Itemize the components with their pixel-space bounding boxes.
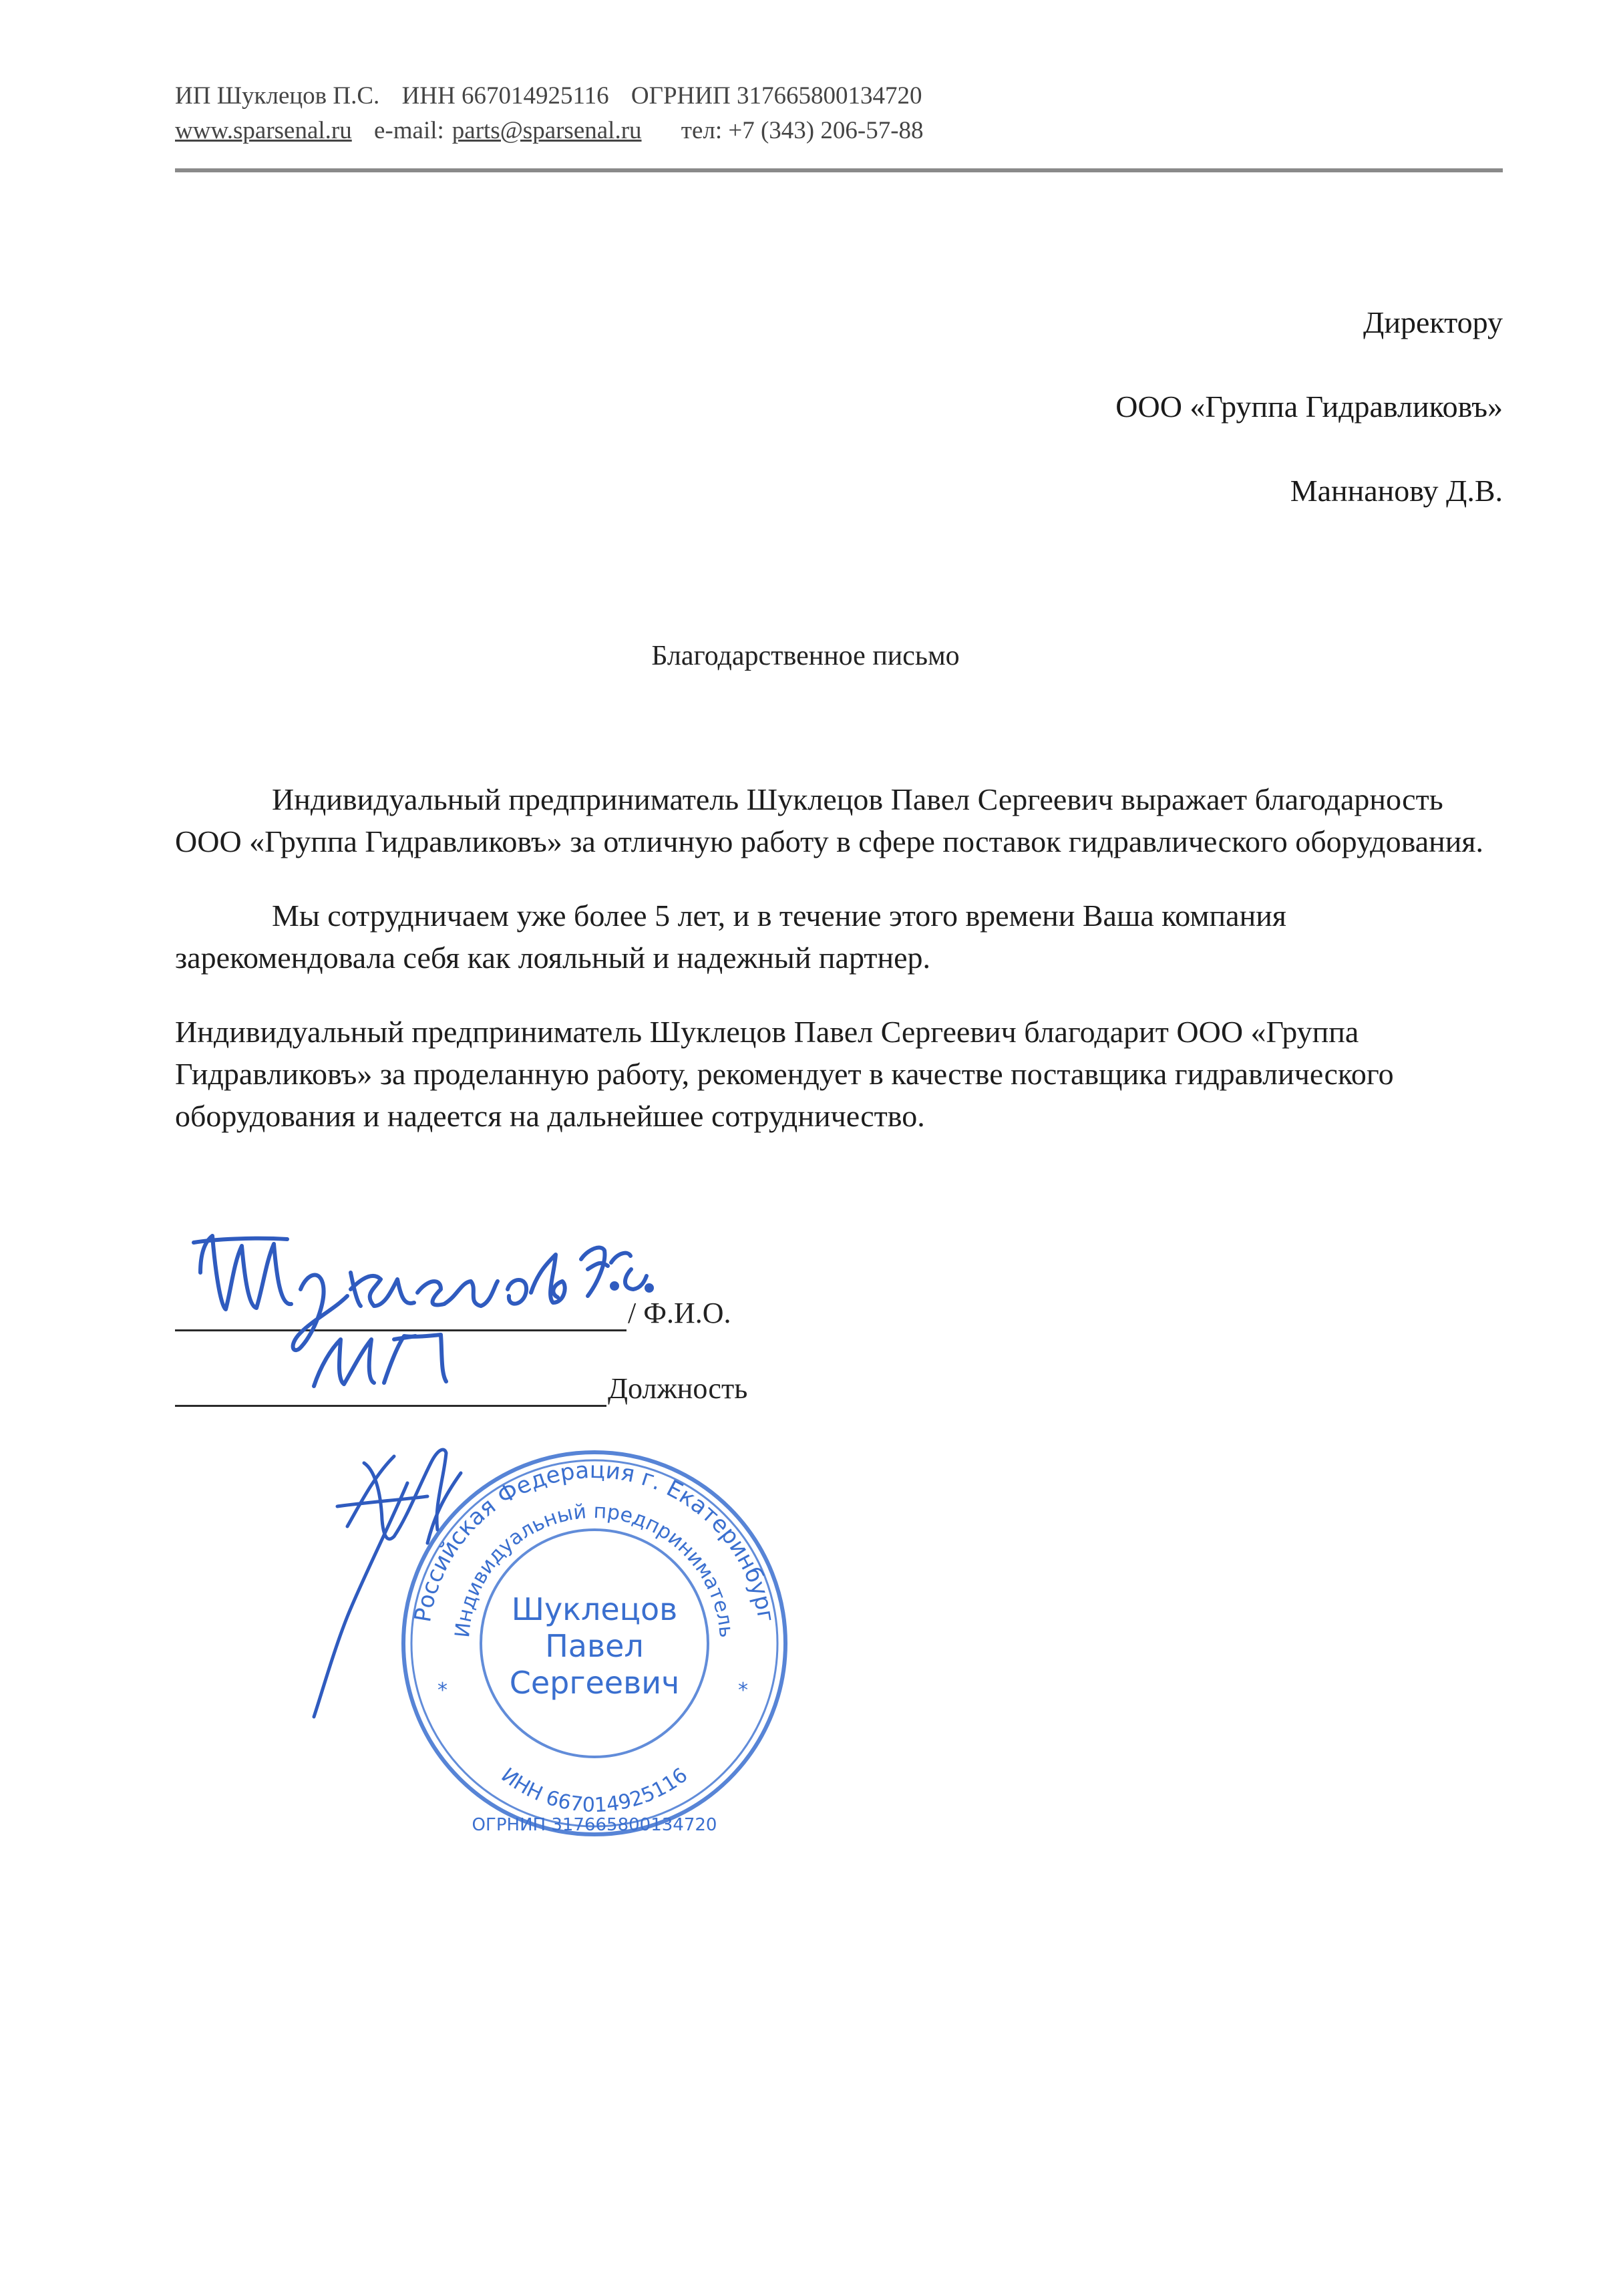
body-paragraph: Мы сотрудничаем уже более 5 лет, и в течение этого времени Ваша компания зарекомендовала себя как лояльный и надежный партнер.	[175, 898, 1286, 975]
email-label: e-mail:	[374, 117, 444, 144]
position-signature-line	[175, 1405, 606, 1407]
letterhead-ogrnip: ОГРНИП 317665800134720	[631, 82, 922, 110]
phone-number: тел: +7 (343) 206-57-88	[681, 117, 924, 144]
addressee-block	[1115, 281, 1503, 533]
addressee-name: Маннанову Д.В.	[1290, 474, 1503, 508]
letter-body	[175, 778, 1484, 1169]
handwritten-position	[314, 1335, 446, 1386]
svg-text:ИНН 667014925116	[497, 1764, 692, 1817]
body-paragraph: Индивидуальный предприниматель Шуклецов Павел Сергеевич выражает благодарность ООО «Группа Гидравликовъ» за отличную работу в сфере поставок гидравлического оборудования.	[175, 782, 1483, 858]
svg-text:Российская Федерация г. Екатер	[409, 1457, 779, 1624]
handwritten-name	[194, 1236, 652, 1350]
body-paragraph: Индивидуальный предприниматель Шуклецов Павел Сергеевич благодарит ООО «Группа Гидравликовъ» за проделанную работу, рекомендует в качестве поставщика гидравлического оборудования и надеется на дальнейшее сотрудничество.	[175, 1015, 1394, 1133]
stamp-signature-scribble	[314, 1450, 461, 1717]
stamp-center-surname: Шуклецов	[511, 1591, 678, 1627]
position-label: Должность	[608, 1372, 748, 1405]
stamp-center-patronymic: Сергеевич	[509, 1665, 680, 1701]
stamp-bottom-ogrnip: ОГРНИП 317665800134720	[472, 1815, 717, 1835]
stamp-outer-arc: Российская Федерация г. Екатеринбург	[409, 1456, 779, 1625]
fio-signature-line	[175, 1329, 626, 1331]
stamp-center-name: Павел	[545, 1628, 644, 1664]
stamp-inner-arc: Индивидуальный предприниматель	[450, 1499, 738, 1639]
letterhead-owner: ИП Шуклецов П.С.	[175, 82, 380, 110]
header-divider	[175, 168, 1503, 172]
email-link[interactable]: parts@sparsenal.ru	[452, 117, 642, 144]
letterhead-contacts	[175, 114, 940, 148]
letterhead-inn: ИНН 667014925116	[401, 82, 609, 110]
letterhead	[175, 79, 940, 148]
addressee-position: Директору	[1363, 305, 1503, 339]
stamp-bottom-inn: ИНН 667014925116	[496, 1763, 693, 1818]
letter-title: Благодарственное письмо	[651, 641, 960, 671]
addressee-company: ООО «Группа Гидравликовъ»	[1115, 389, 1503, 424]
letterhead-requisites	[175, 79, 940, 114]
stamp-star-left: *	[437, 1679, 448, 1702]
website-link[interactable]: www.sparsenal.ru	[175, 117, 352, 144]
svg-text:Индивидуальный предприниматель	[451, 1500, 738, 1639]
fio-label: / Ф.И.О.	[628, 1297, 731, 1329]
stamp-star-right: *	[738, 1679, 748, 1702]
